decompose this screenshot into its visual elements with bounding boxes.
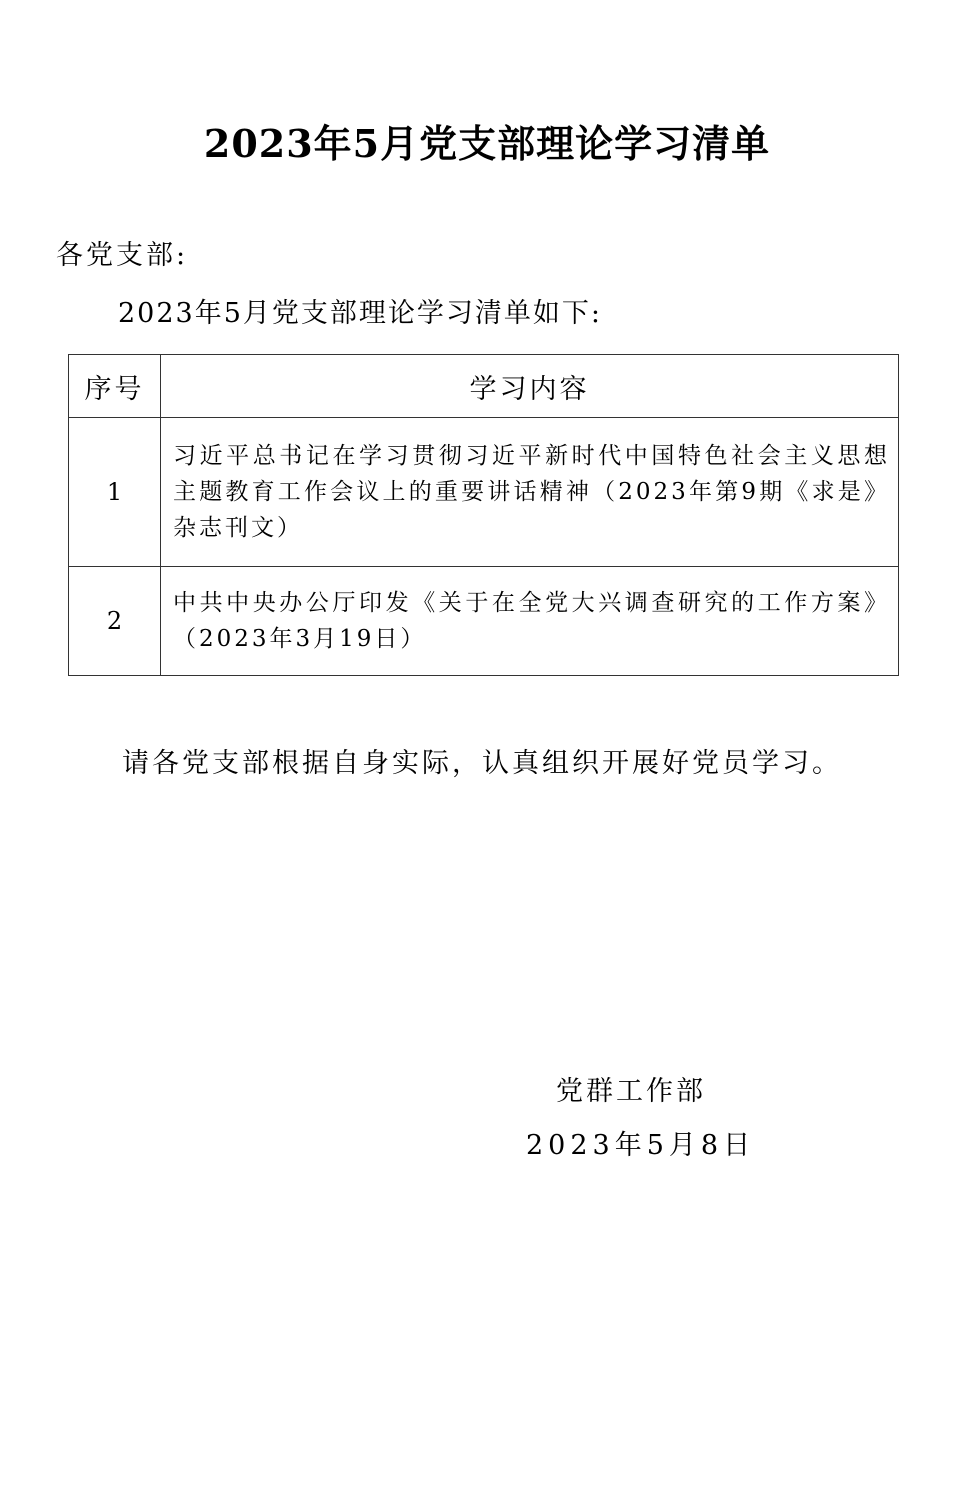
salutation: 各党支部: (56, 240, 189, 271)
row-content: 习近平总书记在学习贯彻习近平新时代中国特色社会主义思想主题教育工作会议上的重要讲话精神（2023年第9期《求是》杂志刊文） (161, 418, 899, 567)
header-content: 学习内容 (161, 355, 899, 418)
signature-date: 2023年5月8日 (526, 1130, 756, 1161)
row-number: 2 (69, 567, 161, 676)
row-number: 1 (69, 418, 161, 567)
page-title: 2023年5月党支部理论学习清单 (203, 121, 771, 166)
signature-department: 党群工作部 (556, 1076, 706, 1107)
table-row (69, 418, 899, 567)
intro-paragraph: 2023年5月党支部理论学习清单如下: (118, 298, 602, 329)
table-header-row (69, 355, 899, 418)
closing-paragraph: 请各党支部根据自身实际，认真组织开展好党员学习。 (122, 748, 842, 779)
header-number: 序号 (69, 355, 161, 418)
row-content: 中共中央办公厅印发《关于在全党大兴调查研究的工作方案》（2023年3月19日） (161, 567, 899, 676)
study-list-table (68, 354, 899, 676)
table-row (69, 567, 899, 676)
